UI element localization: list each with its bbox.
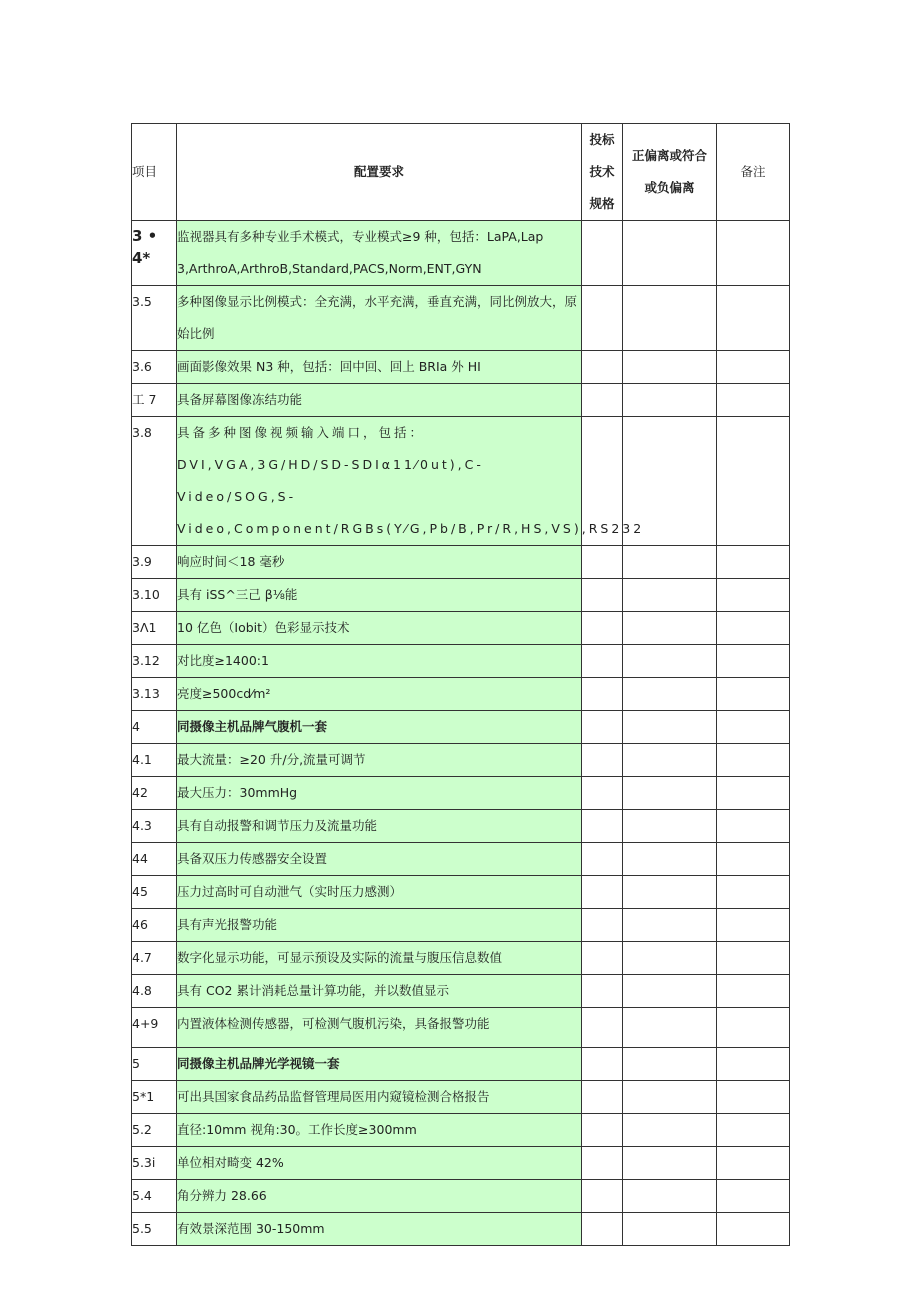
row-note[interactable] bbox=[717, 744, 790, 777]
row-deviation[interactable] bbox=[623, 351, 717, 384]
table-row bbox=[132, 645, 790, 678]
row-deviation[interactable] bbox=[623, 876, 717, 909]
row-requirement: 单位相对畸变 42% bbox=[177, 1147, 582, 1180]
row-deviation[interactable] bbox=[623, 810, 717, 843]
table-row bbox=[132, 1008, 790, 1048]
header-deviation-line1: 正偏离或符合 bbox=[631, 148, 707, 163]
row-note[interactable] bbox=[717, 876, 790, 909]
row-bid-spec[interactable] bbox=[582, 843, 623, 876]
header-bid-line3: 规格 bbox=[589, 196, 615, 211]
row-bid-spec[interactable] bbox=[582, 909, 623, 942]
row-bid-spec[interactable] bbox=[582, 942, 623, 975]
row-note[interactable] bbox=[717, 810, 790, 843]
header-bid-spec bbox=[582, 124, 623, 221]
header-deviation-line2: 或负偏离 bbox=[644, 180, 695, 195]
row-item-number: 5.4 bbox=[132, 1180, 177, 1213]
table-row bbox=[132, 384, 790, 417]
row-item-number: 4.3 bbox=[132, 810, 177, 843]
row-item-number: 4.7 bbox=[132, 942, 177, 975]
row-item-number: 5.2 bbox=[132, 1114, 177, 1147]
row-item-number: 4 bbox=[132, 711, 177, 744]
row-requirement: 可出具国家食品药品监督管理局医用内窥镜检测合格报告 bbox=[177, 1081, 582, 1114]
row-bid-spec[interactable] bbox=[582, 678, 623, 711]
row-note[interactable] bbox=[717, 286, 790, 351]
table-row bbox=[132, 221, 790, 286]
row-note[interactable] bbox=[717, 1081, 790, 1114]
header-item: 项目 bbox=[132, 124, 177, 221]
row-item-number: 4.1 bbox=[132, 744, 177, 777]
row-deviation[interactable] bbox=[623, 384, 717, 417]
row-bid-spec[interactable] bbox=[582, 1114, 623, 1147]
table-row bbox=[132, 546, 790, 579]
row-requirement: 最大流量：≥20 升/分,流量可调节 bbox=[177, 744, 582, 777]
row-note[interactable] bbox=[717, 942, 790, 975]
row-note[interactable] bbox=[717, 909, 790, 942]
row-note[interactable] bbox=[717, 612, 790, 645]
row-requirement: 数字化显示功能，可显示预设及实际的流量与腹压信息数值 bbox=[177, 942, 582, 975]
row-requirement: 角分辨力 28.66 bbox=[177, 1180, 582, 1213]
row-deviation[interactable] bbox=[623, 1081, 717, 1114]
row-bid-spec[interactable] bbox=[582, 286, 623, 351]
row-deviation[interactable] bbox=[623, 1114, 717, 1147]
row-item-number: 4+9 bbox=[132, 1008, 177, 1048]
table-row bbox=[132, 1213, 790, 1246]
row-item-number: 45 bbox=[132, 876, 177, 909]
row-item-number: 3.5 bbox=[132, 286, 177, 351]
table-row bbox=[132, 810, 790, 843]
row-bid-spec[interactable] bbox=[582, 579, 623, 612]
table-row bbox=[132, 942, 790, 975]
row-note[interactable] bbox=[717, 645, 790, 678]
row-deviation[interactable] bbox=[623, 579, 717, 612]
row-bid-spec[interactable] bbox=[582, 384, 623, 417]
row-item-number: 工 7 bbox=[132, 384, 177, 417]
row-bid-spec[interactable] bbox=[582, 876, 623, 909]
row-bid-spec[interactable] bbox=[582, 546, 623, 579]
row-bid-spec[interactable] bbox=[582, 1147, 623, 1180]
table-row bbox=[132, 909, 790, 942]
row-deviation[interactable] bbox=[623, 546, 717, 579]
row-deviation[interactable] bbox=[623, 645, 717, 678]
row-deviation[interactable] bbox=[623, 942, 717, 975]
table-row bbox=[132, 579, 790, 612]
row-bid-spec[interactable] bbox=[582, 810, 623, 843]
row-requirement: 同摄像主机品牌光学视镜一套 bbox=[177, 1048, 582, 1081]
row-item-number: 44 bbox=[132, 843, 177, 876]
header-requirement: 配置要求 bbox=[177, 124, 582, 221]
row-requirement: 响应时间＜18 毫秒 bbox=[177, 546, 582, 579]
row-note[interactable] bbox=[717, 1114, 790, 1147]
row-item-number: 4.8 bbox=[132, 975, 177, 1008]
row-bid-spec[interactable] bbox=[582, 1008, 623, 1048]
table-row bbox=[132, 678, 790, 711]
row-requirement: 具有声光报警功能 bbox=[177, 909, 582, 942]
row-bid-spec[interactable] bbox=[582, 612, 623, 645]
row-item-number: 5*1 bbox=[132, 1081, 177, 1114]
row-requirement: 压力过高时可自动泄气（实时压力感测） bbox=[177, 876, 582, 909]
row-note[interactable] bbox=[717, 221, 790, 286]
row-requirement: 具备屏幕图像冻结功能 bbox=[177, 384, 582, 417]
row-requirement: 具有 iSS^三己 β⅛能 bbox=[177, 579, 582, 612]
row-note[interactable] bbox=[717, 1048, 790, 1081]
row-requirement: 亮度≥500cd⁄m² bbox=[177, 678, 582, 711]
row-requirement: 最大压力：30mmHg bbox=[177, 777, 582, 810]
row-deviation[interactable] bbox=[623, 711, 717, 744]
row-bid-spec[interactable] bbox=[582, 351, 623, 384]
row-item-number: 3.9 bbox=[132, 546, 177, 579]
row-deviation[interactable] bbox=[623, 1147, 717, 1180]
row-bid-spec[interactable] bbox=[582, 1180, 623, 1213]
row-note[interactable] bbox=[717, 843, 790, 876]
table-row bbox=[132, 417, 790, 546]
row-deviation[interactable] bbox=[623, 612, 717, 645]
row-requirement: 具有 CO2 累计消耗总量计算功能，并以数值显示 bbox=[177, 975, 582, 1008]
row-deviation[interactable] bbox=[623, 221, 717, 286]
table-row bbox=[132, 351, 790, 384]
row-item-number: 3.8 bbox=[132, 417, 177, 546]
table-row bbox=[132, 1048, 790, 1081]
row-requirement: 内置液体检测传感器，可检测气腹机污染，具备报警功能 bbox=[177, 1008, 582, 1048]
row-note[interactable] bbox=[717, 1213, 790, 1246]
row-item-number: 3.6 bbox=[132, 351, 177, 384]
table-row bbox=[132, 612, 790, 645]
row-deviation[interactable] bbox=[623, 1180, 717, 1213]
header-bid-line1: 投标 bbox=[589, 132, 615, 147]
table-row bbox=[132, 711, 790, 744]
row-note[interactable] bbox=[717, 678, 790, 711]
row-deviation[interactable] bbox=[623, 777, 717, 810]
row-deviation[interactable] bbox=[623, 909, 717, 942]
table-body bbox=[132, 221, 790, 1246]
row-note[interactable] bbox=[717, 711, 790, 744]
row-bid-spec[interactable] bbox=[582, 777, 623, 810]
row-requirement: 具备多种图像视频输入端口，包括：DVI,VGA,3G/HD/SD-SDIα11⁄0ut),C-Video/SOG,S-Video,Component/RGBs(Y⁄G,Pb/B,Pr/R,HS,VS),RS232 bbox=[177, 417, 582, 546]
row-item-number: 5.3i bbox=[132, 1147, 177, 1180]
row-deviation[interactable] bbox=[623, 975, 717, 1008]
row-item-number: 3 • 4* bbox=[132, 221, 177, 286]
table-row bbox=[132, 975, 790, 1008]
row-note[interactable] bbox=[717, 579, 790, 612]
row-requirement: 监视器具有多种专业手术模式，专业模式≥9 种，包括：LaPA,Lap 3,ArthroA,ArthroB,Standard,PACS,Norm,ENT,GYN bbox=[177, 221, 582, 286]
table-row bbox=[132, 1147, 790, 1180]
row-note[interactable] bbox=[717, 351, 790, 384]
row-bid-spec[interactable] bbox=[582, 1048, 623, 1081]
header-deviation bbox=[623, 124, 717, 221]
row-requirement: 具有自动报警和调节压力及流量功能 bbox=[177, 810, 582, 843]
row-deviation[interactable] bbox=[623, 744, 717, 777]
header-row bbox=[132, 124, 790, 221]
row-item-number: 3Λ1 bbox=[132, 612, 177, 645]
row-note[interactable] bbox=[717, 417, 790, 546]
row-bid-spec[interactable] bbox=[582, 221, 623, 286]
row-requirement: 对比度≥1400:1 bbox=[177, 645, 582, 678]
row-bid-spec[interactable] bbox=[582, 1081, 623, 1114]
row-note[interactable] bbox=[717, 1147, 790, 1180]
row-item-number: 3.10 bbox=[132, 579, 177, 612]
row-note[interactable] bbox=[717, 777, 790, 810]
table-row bbox=[132, 286, 790, 351]
table-row bbox=[132, 1180, 790, 1213]
row-item-number: 3.12 bbox=[132, 645, 177, 678]
row-requirement: 10 亿色（Iobit）色彩显示技术 bbox=[177, 612, 582, 645]
row-deviation[interactable] bbox=[623, 1213, 717, 1246]
table-row bbox=[132, 843, 790, 876]
row-bid-spec[interactable] bbox=[582, 975, 623, 1008]
table-row bbox=[132, 777, 790, 810]
row-requirement: 有效景深范围 30-150mm bbox=[177, 1213, 582, 1246]
row-item-number: 5 bbox=[132, 1048, 177, 1081]
row-deviation[interactable] bbox=[623, 678, 717, 711]
row-deviation[interactable] bbox=[623, 286, 717, 351]
row-note[interactable] bbox=[717, 975, 790, 1008]
row-item-number: 42 bbox=[132, 777, 177, 810]
row-requirement: 具备双压力传感器安全设置 bbox=[177, 843, 582, 876]
header-note: 备注 bbox=[717, 124, 790, 221]
row-item-number: 46 bbox=[132, 909, 177, 942]
header-bid-line2: 技术 bbox=[589, 164, 615, 179]
row-bid-spec[interactable] bbox=[582, 645, 623, 678]
row-deviation[interactable] bbox=[623, 1008, 717, 1048]
row-note[interactable] bbox=[717, 1180, 790, 1213]
table-row bbox=[132, 1081, 790, 1114]
row-requirement: 直径:10mm 视角:30。工作长度≥300mm bbox=[177, 1114, 582, 1147]
table-row bbox=[132, 744, 790, 777]
row-requirement: 多种图像显示比例模式：全充满，水平充满，垂直充满，同比例放大，原始比例 bbox=[177, 286, 582, 351]
row-requirement: 画面影像效果 N3 种，包括：回中回、回上 BRIa 外 HI bbox=[177, 351, 582, 384]
row-requirement: 同摄像主机品牌气腹机一套 bbox=[177, 711, 582, 744]
config-requirements-table bbox=[131, 123, 790, 1246]
row-bid-spec[interactable] bbox=[582, 1213, 623, 1246]
row-note[interactable] bbox=[717, 546, 790, 579]
row-deviation[interactable] bbox=[623, 843, 717, 876]
row-note[interactable] bbox=[717, 384, 790, 417]
row-bid-spec[interactable] bbox=[582, 744, 623, 777]
table-row bbox=[132, 1114, 790, 1147]
row-deviation[interactable] bbox=[623, 1048, 717, 1081]
row-item-number: 5.5 bbox=[132, 1213, 177, 1246]
table-row bbox=[132, 876, 790, 909]
row-item-number: 3.13 bbox=[132, 678, 177, 711]
row-note[interactable] bbox=[717, 1008, 790, 1048]
row-bid-spec[interactable] bbox=[582, 711, 623, 744]
